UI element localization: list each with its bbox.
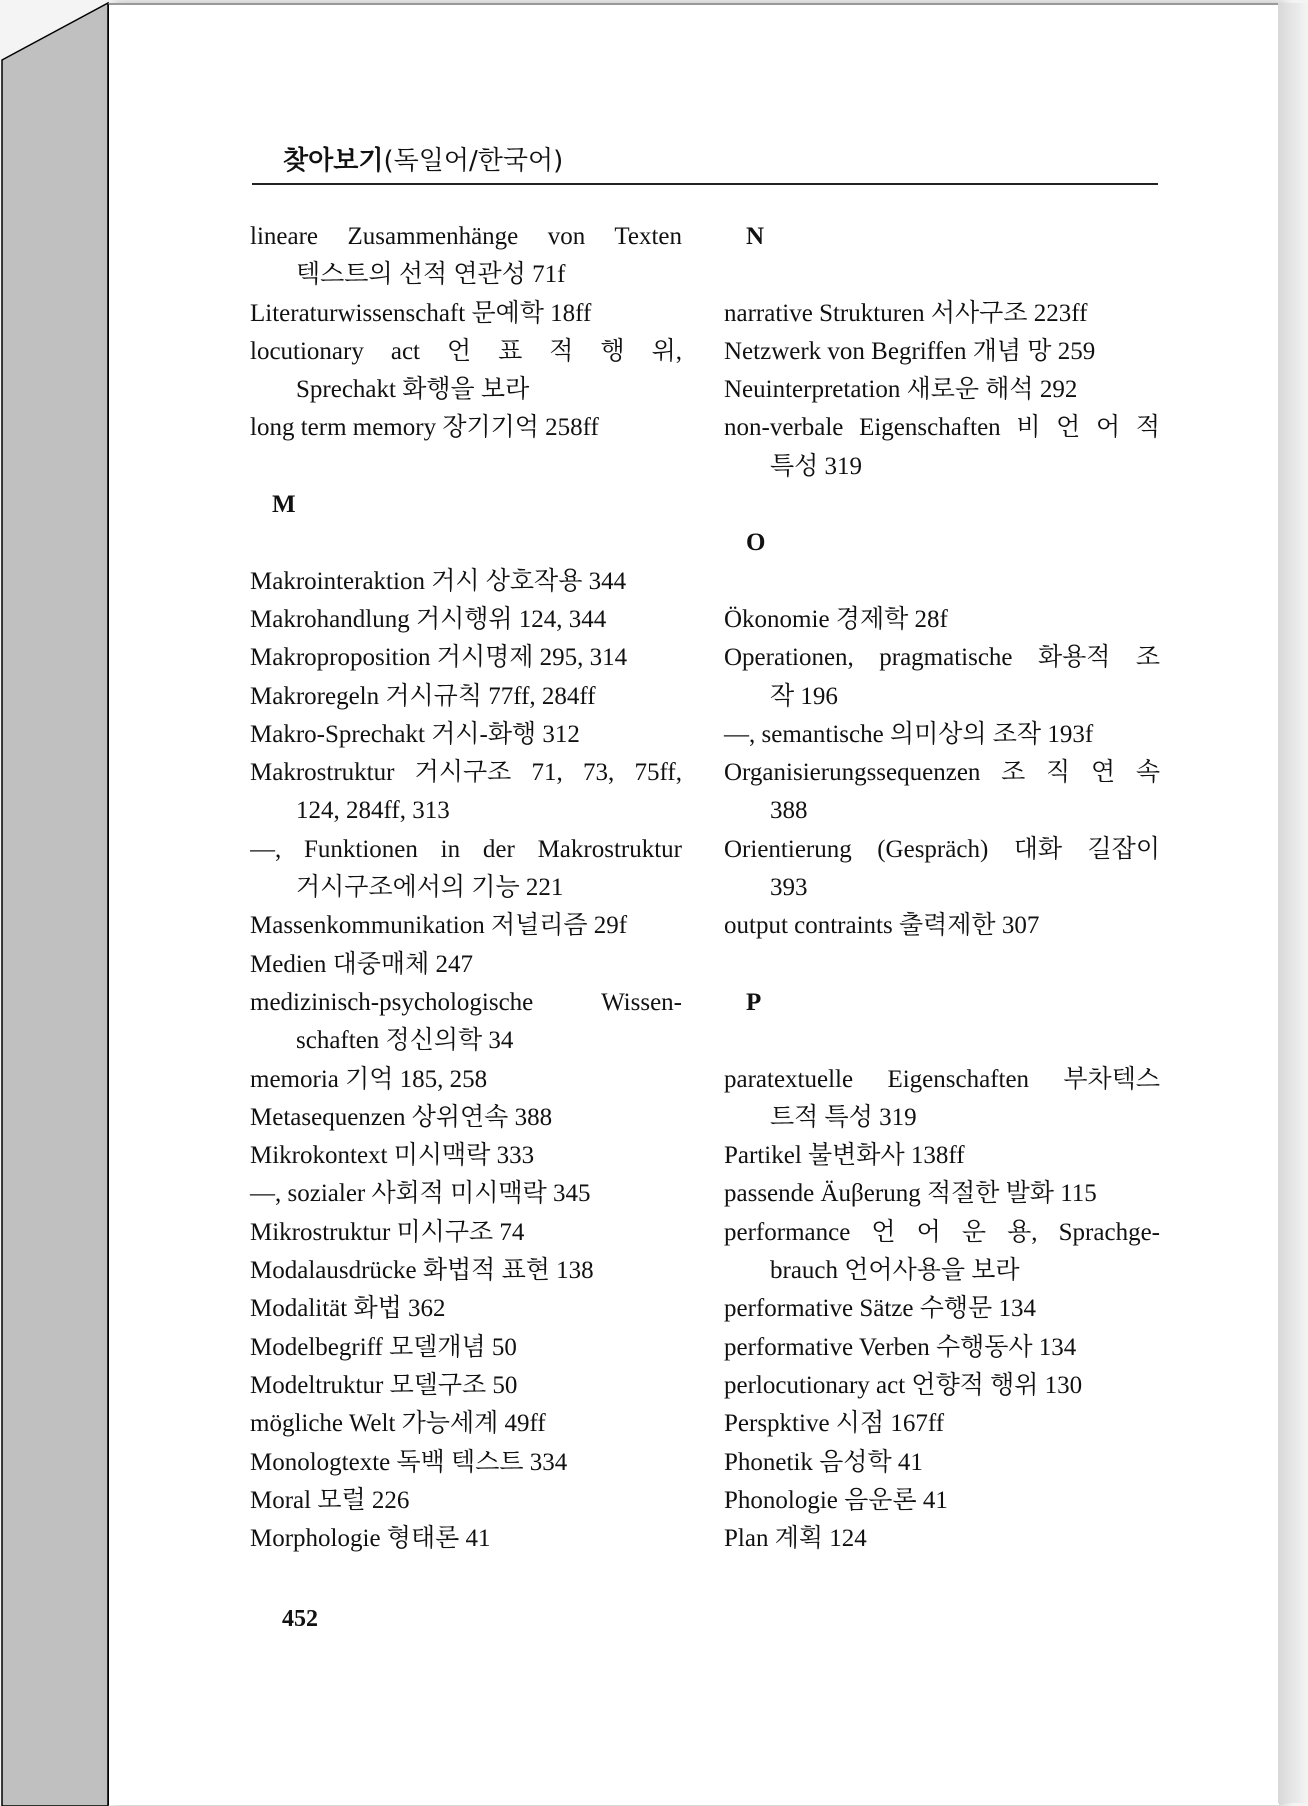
- index-entry-line: Neuinterpretation 새로운 해석 292: [724, 376, 1078, 404]
- index-entry-line: Sprechakt 화행을 보라: [296, 376, 530, 404]
- section-letter: M: [272, 491, 296, 519]
- book-spine: [0, 0, 112, 1806]
- index-entry-line: 124, 284ff, 313: [296, 797, 450, 825]
- index-entry-line: 393: [770, 874, 808, 902]
- index-entry-line: 거시구조에서의 기능 221: [296, 874, 564, 902]
- index-entry-line: Modelbegriff 모델개념 50: [250, 1333, 517, 1361]
- index-entry-line: Makrointeraktion 거시 상호작용 344: [250, 567, 627, 595]
- index-entry-line: Netzwerk von Begriffen 개념 망 259: [724, 337, 1096, 365]
- index-entry-line: narrative Strukturen 서사구조 223ff: [724, 299, 1088, 327]
- index-entry-line: brauch 언어사용을 보라: [770, 1257, 1020, 1285]
- index-entry-line: —, Funktionen in der Makrostruktur: [250, 835, 682, 863]
- index-entry-line: —, sozialer 사회적 미시맥락 345: [250, 1180, 591, 1208]
- index-entry-line: output contraints 출력제한 307: [724, 912, 1040, 940]
- blank-line: [724, 563, 1160, 601]
- running-head: [283, 140, 563, 177]
- index-entry-line: Monologtexte 독백 텍스트 334: [250, 1448, 568, 1476]
- index-entry-line: Makrohandlung 거시행위 124, 344: [250, 605, 607, 633]
- index-entry-line: performance 언 어 운 용, Sprachge-: [724, 1218, 1160, 1246]
- index-entry-line: Massenkommunikation 저널리즘 29f: [250, 912, 628, 940]
- index-entry-line: Ökonomie 경제학 28f: [724, 605, 948, 633]
- index-entry-line: Organisierungssequenzen 조 직 연 속: [724, 759, 1160, 787]
- blank-line: [250, 448, 682, 486]
- index-entry-line: memoria 기억 185, 258: [250, 1065, 488, 1093]
- index-entry-line: paratextuelle Eigenschaften 부차텍스: [724, 1065, 1160, 1093]
- blank-line: [724, 256, 1160, 294]
- index-entry-line: Mikrokontext 미시맥락 333: [250, 1142, 535, 1170]
- index-entry-line: non-verbale Eigenschaften 비 언 어 적: [724, 414, 1160, 442]
- index-entry-line: Phonetik 음성학 41: [724, 1448, 923, 1476]
- index-entry-line: performative Sätze 수행문 134: [724, 1295, 1036, 1323]
- index-entry-line: Makroproposition 거시명제 295, 314: [250, 644, 628, 672]
- section-letter: N: [746, 223, 765, 250]
- index-entry-line: lineare Zusammenhänge von Texten: [250, 223, 682, 250]
- index-entry-line: medizinisch-psychologische Wissen-: [250, 988, 682, 1016]
- section-letter: P: [746, 988, 762, 1016]
- index-entry-line: Operationen, pragmatische 화용적 조: [724, 644, 1160, 672]
- index-column-right: [724, 218, 1160, 1558]
- index-entry-line: Plan 계획 124: [724, 1525, 867, 1553]
- index-entry-line: long term memory 장기기억 258ff: [250, 414, 599, 442]
- index-entry-line: Literaturwissenschaft 문예학 18ff: [250, 299, 592, 327]
- index-entry-line: Perspktive 시점 167ff: [724, 1410, 945, 1438]
- index-entry-line: Medien 대중매체 247: [250, 950, 473, 978]
- header-rule: [252, 183, 1158, 185]
- index-entry-line: Modalausdrücke 화법적 표현 138: [250, 1257, 594, 1285]
- running-head-subtitle: (독일어/한국어): [383, 146, 564, 176]
- index-entry-line: passende Äuβerung 적절한 발화 115: [724, 1180, 1097, 1208]
- index-entry-line: —, semantische 의미상의 조작 193f: [724, 720, 1094, 748]
- index-entry-line: 특성 319: [770, 452, 863, 480]
- index-entry-line: mögliche Welt 가능세계 49ff: [250, 1410, 546, 1438]
- index-entry-line: 388: [770, 797, 808, 825]
- index-entry-line: 트적 특성 319: [770, 1103, 917, 1131]
- index-entry-line: Partikel 불변화사 138ff: [724, 1142, 965, 1170]
- index-entry-line: Mikrostruktur 미시구조 74: [250, 1218, 525, 1246]
- index-entry-line: perlocutionary act 언향적 행위 130: [724, 1371, 1083, 1399]
- page-number: 452: [282, 1606, 318, 1632]
- index-entry-line: Makroregeln 거시규칙 77ff, 284ff: [250, 682, 596, 710]
- index-entry-line: 텍스트의 선적 연관성 71f: [296, 261, 566, 289]
- blank-line: [250, 524, 682, 562]
- index-entry-line: Moral 모럴 226: [250, 1486, 410, 1514]
- index-entry-line: performative Verben 수행동사 134: [724, 1333, 1077, 1361]
- blank-line: [724, 1022, 1160, 1060]
- section-letter: O: [746, 529, 766, 557]
- page-edge-shadow: [1278, 3, 1308, 1803]
- blank-line: [724, 946, 1160, 984]
- blank-line: [724, 486, 1160, 524]
- index-entry-line: Orientierung (Gespräch) 대화 길잡이: [724, 835, 1160, 863]
- index-entry-line: schaften 정신의학 34: [296, 1027, 514, 1055]
- index-entry-line: Morphologie 형태론 41: [250, 1525, 491, 1553]
- index-entry-line: 작 196: [770, 682, 838, 710]
- index-entry-line: locutionary act 언 표 적 행 위,: [250, 337, 682, 365]
- index-entry-line: Makrostruktur 거시구조 71, 73, 75ff,: [250, 759, 682, 787]
- index-entry-line: Metasequenzen 상위연속 388: [250, 1103, 553, 1131]
- index-entry-line: Makro-Sprechakt 거시-화행 312: [250, 720, 580, 748]
- index-column-left: [250, 218, 682, 1558]
- running-head-title: 찾아보기: [283, 146, 384, 176]
- index-entry-line: Phonologie 음운론 41: [724, 1486, 948, 1514]
- index-entry-line: Modalität 화법 362: [250, 1295, 446, 1323]
- index-entry-line: Modeltruktur 모델구조 50: [250, 1371, 518, 1399]
